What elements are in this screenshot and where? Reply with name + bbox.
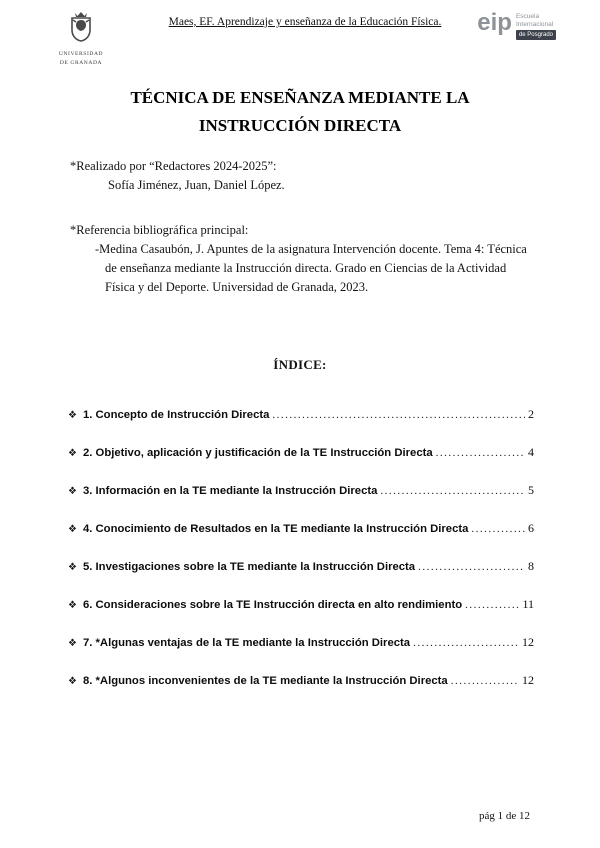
ugr-caption-line2: DE GRANADA — [59, 60, 103, 66]
toc-dot-leader — [418, 561, 525, 573]
toc-entry-label: 2. Objetivo, aplicación y justificación de la TE Instrucción Directa — [82, 447, 433, 459]
toc-entry-label: 5. Investigaciones sobre la TE mediante la Instrucción Directa — [82, 561, 416, 573]
toc-entry-6[interactable] — [68, 597, 534, 612]
ugr-crest-icon — [65, 31, 97, 48]
diamond-bullet-icon: ❖ — [68, 562, 77, 573]
reference-label: *Referencia bibliográfica principal: — [70, 223, 249, 237]
toc-entry-4[interactable] — [68, 521, 534, 536]
eip-badge: de Posgrado — [516, 30, 556, 40]
toc-entry-3[interactable] — [68, 483, 534, 498]
toc-dot-leader — [465, 599, 519, 611]
toc-entry-page: 12 — [522, 673, 534, 687]
diamond-bullet-icon: ❖ — [68, 676, 77, 687]
diamond-bullet-icon: ❖ — [68, 448, 77, 459]
toc-dot-leader — [436, 447, 525, 459]
toc-entry-label: 6. Consideraciones sobre la TE Instrucción directa en alto rendimiento — [82, 599, 463, 611]
toc-dot-leader — [380, 485, 525, 497]
toc-dot-leader — [413, 637, 519, 649]
toc-entry-label: 8. *Algunos inconvenientes de la TE mediante la Instrucción Directa — [82, 675, 448, 687]
page-number-footer: pág 1 de 12 — [478, 810, 530, 822]
page-title-line1: TÉCNICA DE ENSEÑANZA MEDIANTE LA — [130, 88, 470, 107]
ugr-logo — [55, 10, 107, 67]
course-header: Maes, EF. Aprendizaje y enseñanza de la Educación Física. — [168, 16, 442, 28]
ugr-caption-line1: UNIVERSIDAD — [58, 51, 104, 57]
reference-citation: -Medina Casaubón, J. Apuntes de la asignatura Intervención docente. Tema 4: Técnica de enseñanza mediante la Instrucción directa. Grado en Ciencias de la Actividad Física y del Deporte. Universidad de Granada, 2023. — [95, 242, 527, 294]
toc-entry-2[interactable] — [68, 445, 534, 460]
toc-entry-page: 12 — [522, 635, 534, 649]
diamond-bullet-icon: ❖ — [68, 524, 77, 535]
toc-entry-1[interactable] — [68, 407, 534, 422]
diamond-bullet-icon: ❖ — [68, 638, 77, 649]
diamond-bullet-icon: ❖ — [68, 410, 77, 421]
toc-entry-label: 3. Información en la TE mediante la Instrucción Directa — [82, 485, 378, 497]
authors-label: *Realizado por “Redactores 2024-2025”: — [70, 159, 277, 173]
index-heading: ÍNDICE: — [273, 357, 327, 372]
authors-block — [70, 157, 532, 195]
toc-dot-leader — [471, 523, 525, 535]
toc-entry-7[interactable] — [68, 635, 534, 650]
toc-dot-leader — [451, 675, 519, 687]
eip-line1: Escuela — [515, 13, 540, 20]
eip-glyph-icon: eip — [477, 9, 512, 36]
eip-line2: Internacional — [515, 21, 554, 28]
toc-entry-label: 4. Conocimiento de Resultados en la TE mediante la Instrucción Directa — [82, 523, 469, 535]
eip-text — [516, 10, 556, 40]
diamond-bullet-icon: ❖ — [68, 486, 77, 497]
toc-entry-page: 4 — [528, 445, 534, 459]
eip-logo — [477, 10, 556, 40]
toc-entry-page: 2 — [528, 407, 534, 421]
authors-names: Sofía Jiménez, Juan, Daniel López. — [108, 178, 285, 192]
toc-dot-leader — [272, 409, 525, 421]
reference-block — [70, 221, 535, 297]
toc-entry-8[interactable] — [68, 673, 534, 688]
toc-entry-label: 7. *Algunas ventajas de la TE mediante la Instrucción Directa — [82, 637, 411, 649]
toc-entry-page: 6 — [528, 521, 534, 535]
toc-entry-page: 11 — [522, 597, 534, 611]
page-title-line2: INSTRUCCIÓN DIRECTA — [198, 116, 402, 135]
page-title — [0, 84, 600, 140]
toc-entry-label: 1. Concepto de Instrucción Directa — [82, 409, 270, 421]
table-of-contents — [68, 407, 534, 711]
toc-entry-page: 5 — [528, 483, 534, 497]
toc-entry-5[interactable] — [68, 559, 534, 574]
diamond-bullet-icon: ❖ — [68, 600, 77, 611]
toc-entry-page: 8 — [528, 559, 534, 573]
